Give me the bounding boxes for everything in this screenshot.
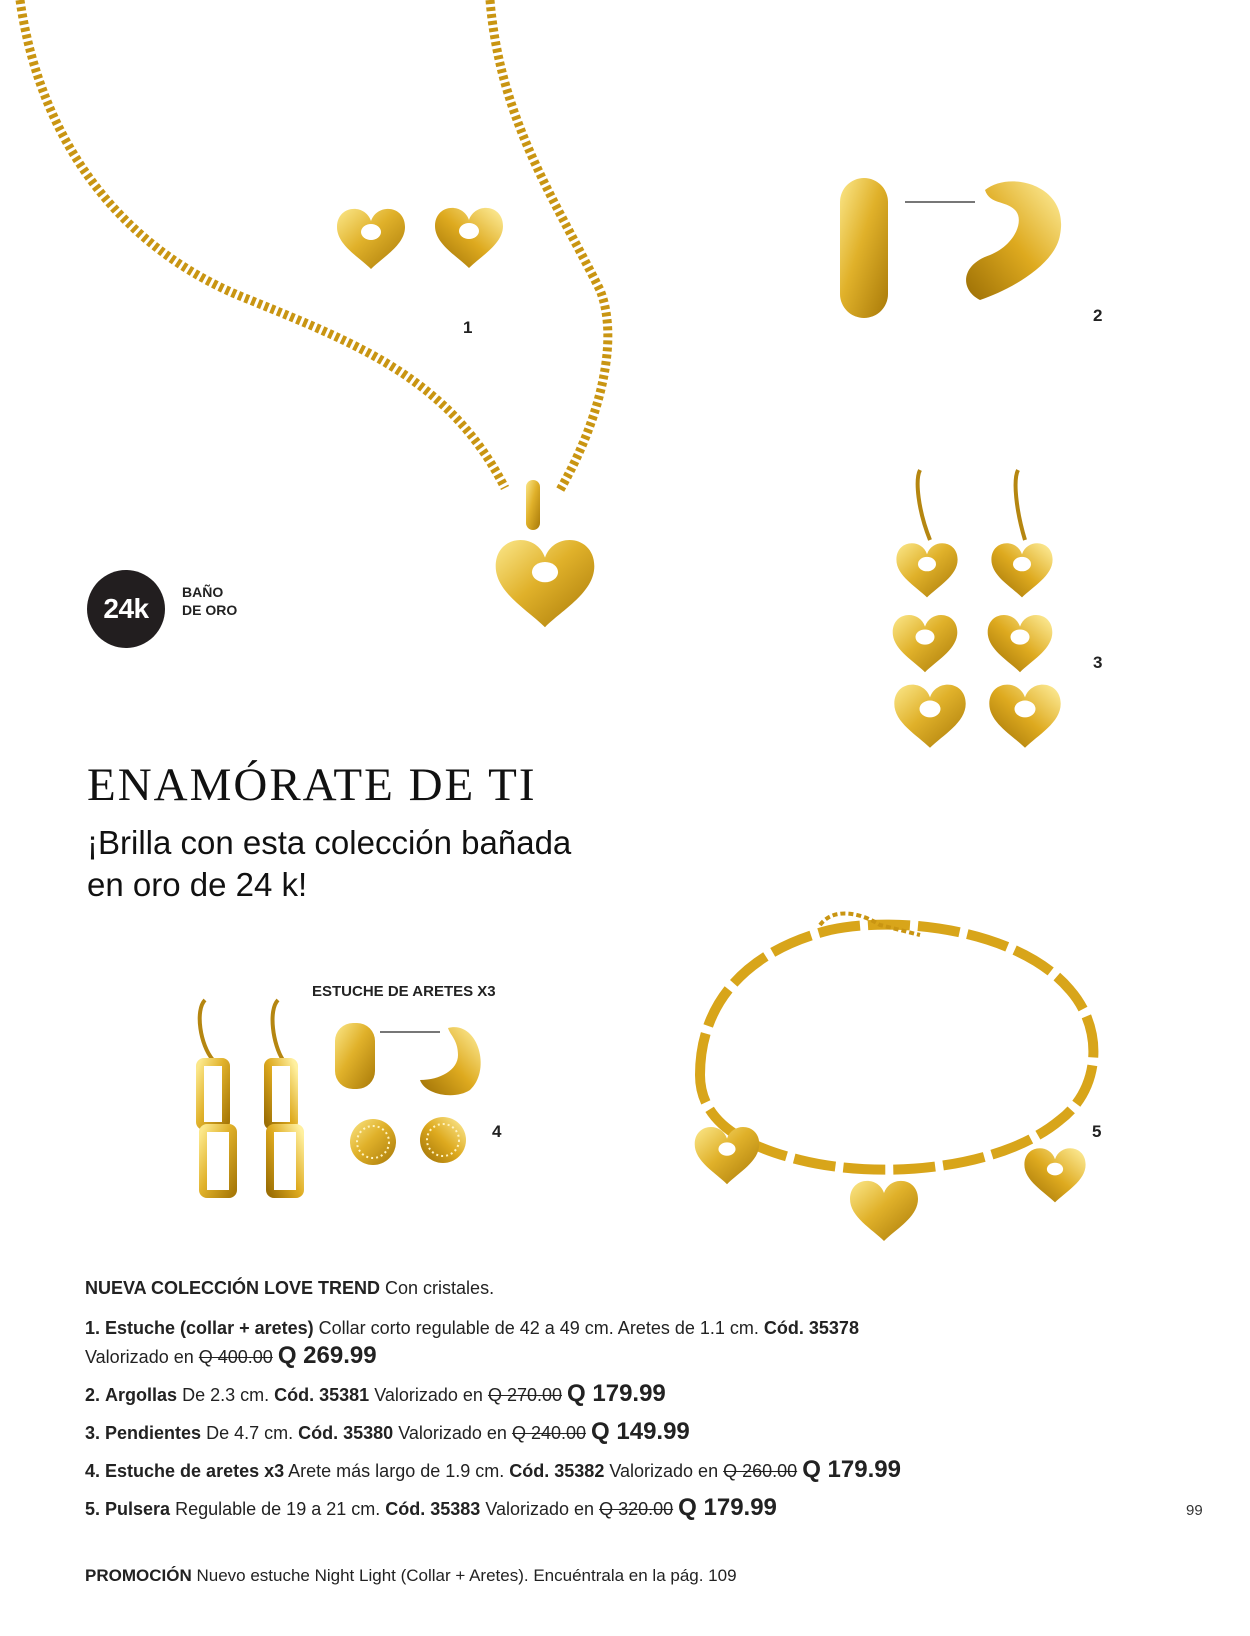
- product-number-2: 2: [1093, 306, 1103, 325]
- item-price: Q 179.99: [678, 1494, 777, 1521]
- item-name: Estuche (collar + aretes): [105, 1318, 314, 1338]
- badge-text-line-2: DE ORO: [182, 602, 238, 618]
- item-5-line: [85, 1494, 777, 1522]
- gold-plating-badge: 24k: [87, 570, 165, 648]
- item-description: Regulable de 19 a 21 cm.: [175, 1499, 381, 1519]
- page-subtitle: [87, 822, 647, 906]
- subtitle-line-2: en oro de 24 k!: [87, 866, 308, 903]
- item-number: 5.: [85, 1499, 101, 1519]
- promo-label: PROMOCIÓN: [85, 1566, 192, 1585]
- old-price: Q 260.00: [723, 1461, 798, 1481]
- valued-label: Valorizado en: [609, 1461, 719, 1481]
- promo-text: Nuevo estuche Night Light (Collar + Aretes). Encuéntrala en la pág. 109: [196, 1566, 737, 1585]
- item-number: 2.: [85, 1385, 101, 1405]
- item-number: 1.: [85, 1318, 101, 1338]
- item-description: De 4.7 cm.: [206, 1423, 294, 1443]
- item-name: Estuche de aretes x3: [105, 1461, 285, 1481]
- product-number-4: 4: [492, 1122, 502, 1141]
- item-description: Arete más largo de 1.9 cm.: [288, 1461, 505, 1481]
- item-price: Q 269.99: [277, 1342, 377, 1369]
- page-number: 99: [1186, 1502, 1203, 1519]
- item-3-line: [85, 1418, 690, 1446]
- item-number: 3.: [85, 1423, 101, 1443]
- item-code: Cód. 35382: [509, 1461, 605, 1481]
- valued-label: Valorizado en: [85, 1347, 194, 1367]
- item-code: Cód. 35380: [298, 1423, 394, 1443]
- old-price: Q 270.00: [487, 1385, 563, 1405]
- item-1-line: [85, 1318, 859, 1339]
- item-price: Q 149.99: [591, 1418, 690, 1445]
- item-description: Collar corto regulable de 42 a 49 cm. Aretes de 1.1 cm.: [318, 1318, 759, 1338]
- old-price: Q 400.00: [198, 1347, 273, 1367]
- item-4-line: [85, 1456, 901, 1484]
- item-name: Pulsera: [105, 1499, 171, 1519]
- item-1-price-line: [85, 1342, 377, 1370]
- product-number-5: 5: [1092, 1122, 1102, 1141]
- item-name: Pendientes: [105, 1423, 202, 1443]
- promo-line: [85, 1566, 737, 1586]
- old-price: Q 320.00: [599, 1499, 674, 1519]
- item-code: Cód. 35383: [385, 1499, 481, 1519]
- item-code: Cód. 35381: [274, 1385, 370, 1405]
- valued-label: Valorizado en: [398, 1423, 507, 1443]
- subtitle-line-1: ¡Brilla con esta colección bañada: [87, 824, 572, 861]
- product-number-1: 1: [463, 318, 473, 337]
- gold-plating-badge-text: [182, 583, 237, 619]
- item-name: Argollas: [105, 1385, 178, 1405]
- earring-set-label: ESTUCHE DE ARETES X3: [312, 983, 496, 1000]
- collection-line: [85, 1278, 494, 1299]
- page-title: ENAMÓRATE DE TI: [87, 759, 537, 811]
- valued-label: Valorizado en: [485, 1499, 595, 1519]
- collection-note: Con cristales.: [385, 1278, 495, 1298]
- collection-name: NUEVA COLECCIÓN LOVE TREND: [85, 1278, 381, 1298]
- item-price: Q 179.99: [567, 1380, 666, 1407]
- product-number-3: 3: [1093, 653, 1103, 672]
- item-price: Q 179.99: [802, 1456, 901, 1483]
- item-number: 4.: [85, 1461, 101, 1481]
- item-code: Cód. 35378: [763, 1318, 859, 1338]
- old-price: Q 240.00: [511, 1423, 587, 1443]
- badge-text-line-1: BAÑO: [182, 584, 224, 600]
- item-2-line: [85, 1380, 666, 1408]
- valued-label: Valorizado en: [374, 1385, 483, 1405]
- item-description: De 2.3 cm.: [182, 1385, 270, 1405]
